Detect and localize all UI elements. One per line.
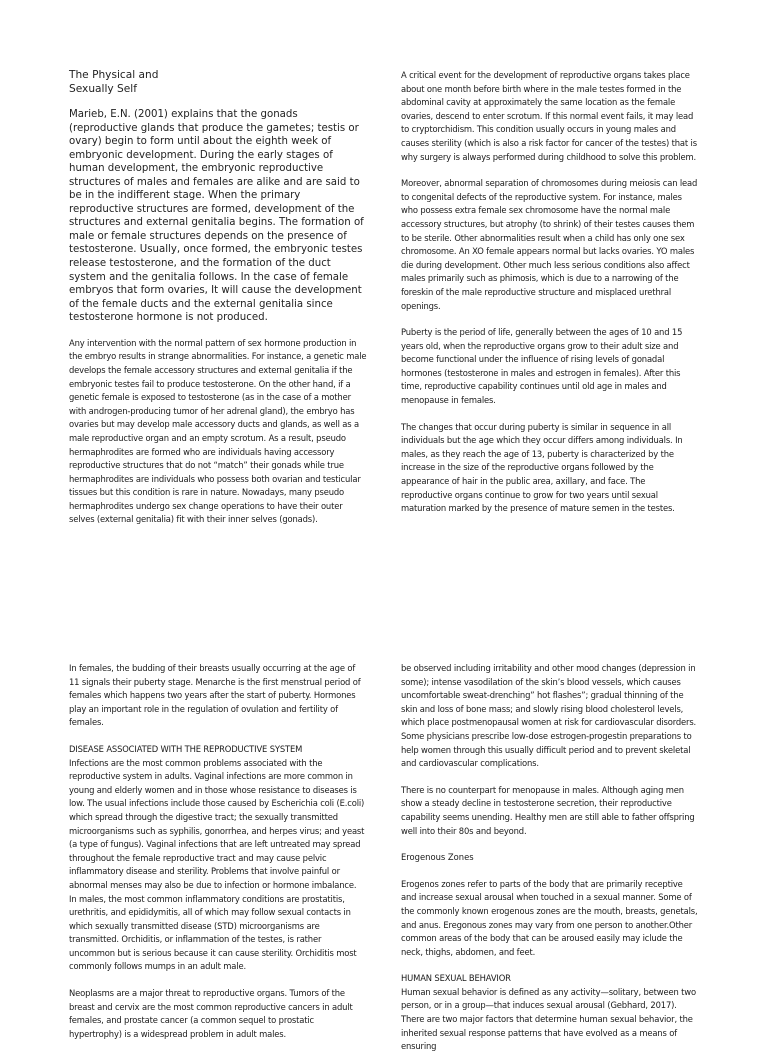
paragraph: Moreover, abnormal separation of chromosomes during meiosis can lead to congenital defects of the reproductive system. For instance, males who possess extra female sex chromosome have the normal male accessory structures, but atrophy (to shrink) of their testes causes them to be sterile. Other abnormalities result when a child has only one sex chromosome. An XO female appears normal but lacks ovaries. YO males die during development. Other much less serious conditions also affect males primarily such as phimosis, which is due to a narrowing of the foreskin of the male reproductive structure and misplaced urethral openings. bbox=[401, 178, 698, 311]
top-right-column bbox=[401, 69, 699, 529]
paragraph: Infections are the most common problems associated with the reproductive system in adults. Vaginal infections are more common in young and elderly women and in those whose resistance to diseases is low. The usual infections include those caused by Escherichia coli (E.coli) which spread through the digestive tract; the sexually transmitted microorganisms such as syphilis, gonorrhea, and herpes virus; and yeast (a type of fungus). Vaginal infections that are left untreated may spread throughout the female reproductive tract and may cause pelvic inflammatory disease and sterility. Problems that involve painful or abnormal menses may also be due to infection or hormone imbalance. bbox=[69, 757, 365, 890]
title-line-2: Sexually Self bbox=[69, 83, 137, 95]
subheading: Erogenous Zones bbox=[401, 852, 474, 863]
paragraph: Neoplasms are a major threat to reproductive organs. Tumors of the breast and cervix are the most common reproductive cancers in adult females, and prostate cancer (a common sequel to prostatic hypertrophy) is a widespread problem in adult males. bbox=[69, 988, 353, 1039]
paragraph: Human sexual behavior is defined as any activity—solitary, between two person, or in a group—that induces sexual arousal (Gebhard, 2017). There are two major factors that determine human sexual behavior, the inherited sexual response patterns that have evolved as a means of ensuring bbox=[401, 986, 696, 1052]
paragraph: Erogenos zones refer to parts of the body that are primarily receptive and increase sexual arousal when touched in a sexual manner. Some of the commonly known erogenous zones are the mouth, breasts, genetals, and anus. Eregonous zones may vary from one person to another.Other common areas of the body that can be aroused easily may iclude the neck, thighs, abdomen, and feet. bbox=[401, 878, 698, 957]
paragraph: The changes that occur during puberty is similar in sequence in all individuals but the age which they occur differs among individuals. In males, as they reach the age of 13, puberty is characterized by the increase in the size of the reproductive organs followed by the appearance of hair in the public area, axillary, and face. The reproductive organs continue to grow for two years until sexual maturation marked by the presence of mature semen in the testes. bbox=[401, 421, 683, 514]
bottom-right-column bbox=[401, 662, 699, 1054]
paragraph: In females, the budding of their breasts usually occurring at the age of 11 signals their puberty stage. Menarche is the first menstrual period of females which happens two years after the start of puberty. Hormones play an important role in the regulation of ovulation and fertility of females. bbox=[69, 663, 361, 728]
title-line-1: The Physical and bbox=[69, 69, 159, 81]
paragraph: In males, the most common inflammatory conditions are prostatitis, urethritis, and epididymitis, all of which may follow sexual contacts in which sexually transmitted disease (STD) microorganisms are transmitted. Orchiditis, or inflammation of the testes, is rather uncommon but is serious because it can cause sterility. Orchiditis most commonly follows mumps in an adult male. bbox=[69, 893, 357, 972]
bottom-left-column bbox=[69, 662, 367, 1054]
section-heading: DISEASE ASSOCIATED WITH THE REPRODUCTIVE SYSTEM bbox=[69, 743, 303, 754]
document-title bbox=[69, 68, 367, 96]
paragraph: Puberty is the period of life, generally between the ages of 10 and 15 years old, when the reproductive organs grow to their adult size and become functional under the influence of rising levels of gonadal hormones (testosterone in males and estrogen in females). After this time, reproductive capability continues until old age in males and menopause in females. bbox=[401, 327, 683, 406]
top-left-column bbox=[69, 68, 367, 540]
section-heading: HUMAN SEXUAL BEHAVIOR bbox=[401, 973, 511, 984]
paragraph: A critical event for the development of reproductive organs takes place about one month before birth where in the male testes formed in the abdominal cavity at approximately the same location as the female ovaries, descend to enter scrotum. If this normal event fails, it may lead to cryptorchidism. This condition usually occurs in young males and causes sterility (which is also a risk factor for cancer of the testes) that is why surgery is always performed during childhood to solve this problem. bbox=[401, 70, 697, 162]
paragraph: There is no counterpart for menopause in males. Although aging men show a steady decline in testosterone secretion, their reproductive capability seems unending. Healthy men are still able to father offspring well into their 80s and beyond. bbox=[401, 784, 695, 836]
paragraph: Any intervention with the normal pattern of sex hormone production in the embryo results in strange abnormalities. For instance, a genetic male develops the female accessory structures and external genitalia if the embryonic testes fail to produce testosterone. On the other hand, if a genetic female is exposed to testosterone (as in the case of a mother with androgen-producing tumor of her adrenal gland), the embryo has ovaries but may develop male accessory ducts and glands, as well as a male reproductive organ and an empty scrotum. As a result, pseudo hermaphrodites are formed who are individuals having accessory reproductive structures that do not “match” their gonads while true hermaphrodites are individuals who possess both ovarian and testicular tissues but this condition is rare in nature. Nowadays, many pseudo hermaphrodites undergo sex change operations to have their outer selves (external genitalia) fit with their inner selves (gonads). bbox=[69, 337, 367, 525]
intro-paragraph: Marieb, E.N. (2001) explains that the gonads (reproductive glands that produce the gametes; testis or ovary) begin to form until about the eighth week of embryonic development. During the early stages of human development, the embryonic reproductive structures of males and females are alike and are said to be in the indifferent stage. When the primary reproductive structures are formed, development of the structures and external genitalia begins. The formation of male or female structures depends on the presence of testosterone. Usually, once formed, the embryonic testes release testosterone, and the formation of the duct system and the genitalia follows. In the case of female embryos that form ovaries, It will cause the development of the female ducts and the external genitalia since testosterone hormone is not produced. bbox=[69, 109, 364, 324]
paragraph: be observed including irritability and other mood changes (depression in some); intense vasodilation of the skin’s blood vessels, which causes uncomfortable sweat-drenching” hot flashes”; gradual thinning of the skin and loss of bone mass; and slowly rising blood cholesterol levels, which place postmenopausal women at risk for cardiovascular disorders. Some physicians prescribe low-dose estrogen-progestin preparations to help women through this usually difficult period and to prevent skeletal and cardiovascular complications. bbox=[401, 663, 697, 769]
